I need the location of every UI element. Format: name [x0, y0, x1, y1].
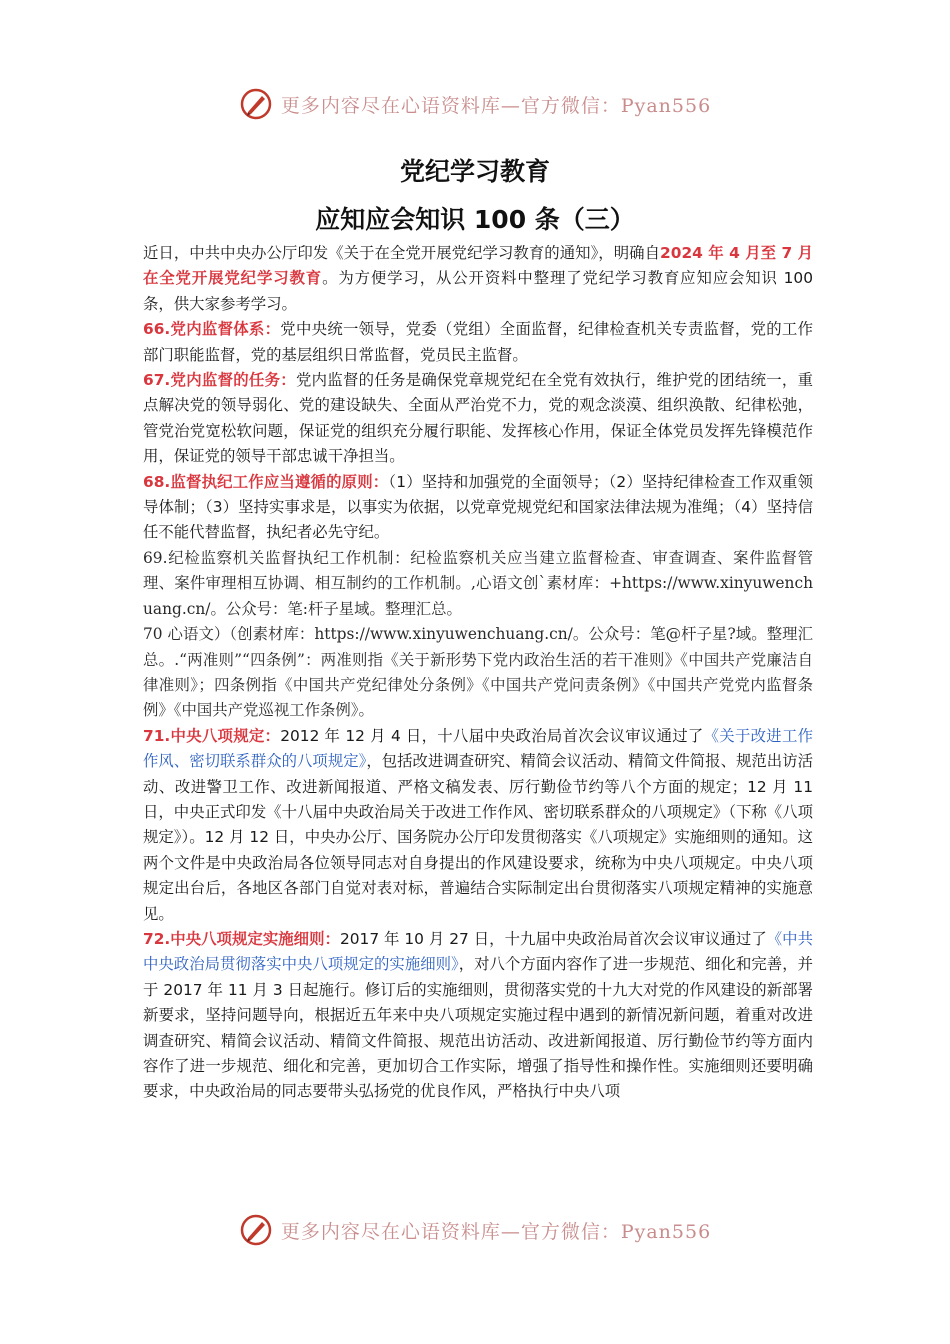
- item-68-text: （1）坚持和加强党的全面领导；（2）坚持纪律检查工作双重领导体制；（3）坚持实事求是，以事实为依据，以党章党规党纪和国家法律法规为准绳；（4）坚持信任不能代替监督，执纪者必先守纪。: [143, 472, 814, 542]
- item-69: 69.纪检监察机关监督执纪工作机制：纪检监察机关应当建立监督检查、审查调查、案件监督管理、案件审理相互协调、相互制约的工作机制。,心语文创`素材库：+https://www.xinyuwenchuang.cn/。公众号：笔:杆子星域。整理汇总。: [143, 548, 813, 618]
- intro-text-end: 。为方便学习，从公开资料中整理了党纪学习教育应知应会知识 100 条，供大家参考学习。: [143, 269, 813, 313]
- item-72-text-end: ，对八个方面内容作了进一步规范、细化和完善，并于 2017 年 11 月 3 日起施行。修订后的实施细则，贯彻落实党的十九大对党的作风建设的新部署新要求，坚持问题导向，根据近五年来中央八项规定实施过程中遇到的新情况新问题，着重对改进调查研究、精简会议活动、精简文件简报、规范出访活动、改进新闻报道、厉行勤俭节约等方面内容作了进一步规范、细化和完善，更加切合工作实际，增强了指导性和操作性。实施细则还要明确要求，中央政治局的同志要带头弘扬党的优良作风，严格执行中央八项: [143, 955, 813, 1101]
- item-71-text-end: ，包括改进调查研究、精简会议活动、精简文件简报、规范出访活动、改进警卫工作、改进新闻报道、严格文稿发表、厉行勤俭节约等八个方面的规定；12 月 11 日，中央正式印发《十八届中央政治局关于改进工作作风、密切联系群众的八项规定》（下称《八项规定》）。12 月 12 日，中央办公厅、国务院办公厅印发贯彻落实《八项规定》实施细则的通知。这两个文件是中央政治局各位领导同志对自身提出的作风建设要求，统称为中央八项规定。中央八项规定出台后，各地区各部门自觉对表对标，普遍结合实际制定出台贯彻落实八项规定精神的实施意见。: [143, 752, 813, 923]
- item-70: 70 心语文）（创素材库：https://www.xinyuwenchuang.cn/。公众号：笔@杆子星?域。整理汇总。.“两准则”“四条例”：两准则指《关于新形势下党内政治生活的若干准则》《中国共产党廉洁自律准则》；四条例指《中国共产党纪律处分条例》《中国共产党问责条例》《中国共产党党内监督条例》《中国共产党巡视工作条例》。: [143, 625, 813, 720]
- item-67: [143, 368, 813, 470]
- pen-logo-icon: [239, 87, 273, 121]
- item-66-label: 66.党内监督体系：: [143, 320, 281, 339]
- item-66: [143, 317, 813, 368]
- intro-highlight: 2024 年 4 月至 7 月在全党开展党纪学习教育: [143, 244, 813, 288]
- item-71-link[interactable]: 《关于改进工作作风、密切联系群众的八项规定》: [143, 726, 813, 771]
- item-67-label: 67.党内监督的任务：: [143, 371, 296, 390]
- item-72-text-start: 2017 年 10 月 27 日，十九届中央政治局首次会议审议通过了: [339, 929, 767, 948]
- item-72: [143, 927, 813, 1105]
- page-title: 党纪学习教育: [399, 157, 550, 186]
- item-71-label: 71.中央八项规定：: [143, 726, 281, 745]
- footer-watermark: [0, 1210, 950, 1250]
- item-72-link[interactable]: 《中共中央政治局贯彻落实中央八项规定的实施细则》: [143, 929, 813, 974]
- intro-paragraph: [143, 241, 813, 317]
- item-68: [143, 470, 813, 546]
- item-72-label: 72.中央八项规定实施细则：: [143, 929, 340, 948]
- item-68-label: 68.监督执纪工作应当遵循的原则：: [143, 472, 389, 491]
- item-66-text: 党中央统一领导，党委（党组）全面监督，纪律检查机关专责监督，党的工作部门职能监督，党的基层组织日常监督，党员民主监督。: [143, 320, 813, 364]
- pen-logo-icon: [239, 1213, 273, 1247]
- document-body: [143, 241, 813, 1105]
- page-subtitle: 应知应会知识 100 条（三）: [315, 205, 635, 234]
- intro-text-start: 近日，中共中央办公厅印发《关于在全党开展党纪学习教育的通知》，明确自: [143, 244, 661, 262]
- item-71-text-start: 2012 年 12 月 4 日，十八届中央政治局首次会议审议通过了: [280, 726, 704, 745]
- item-71: [143, 724, 813, 927]
- header-watermark: [0, 84, 950, 124]
- watermark-text: 更多内容尽在心语资料库—官方微信：Pyan556: [280, 94, 712, 117]
- watermark-text: 更多内容尽在心语资料库—官方微信：Pyan556: [280, 1220, 712, 1243]
- item-67-text: 党内监督的任务是确保党章规党纪在全党有效执行，维护党的团结统一，重点解决党的领导弱化、党的建设缺失、全面从严治党不力，党的观念淡漠、组织涣散、纪律松弛，管党治党宽松软问题，保证党的组织充分履行职能、发挥核心作用，保证全体党员发挥先锋模范作用，保证党的领导干部忠诚干净担当。: [143, 371, 813, 466]
